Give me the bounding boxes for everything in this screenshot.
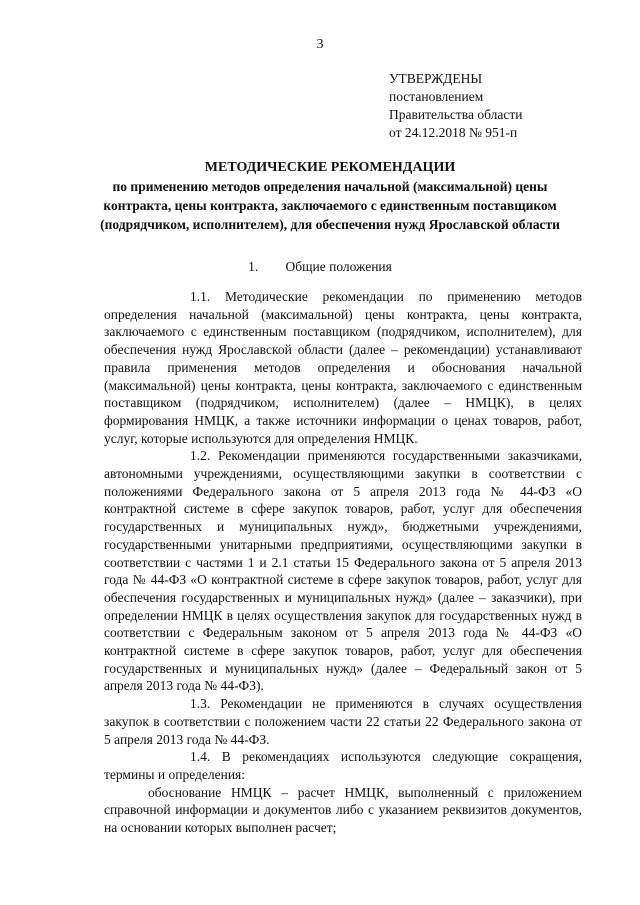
page-number: 3 (316, 37, 324, 52)
approval-block (389, 70, 522, 142)
paragraph-text: В рекомендациях используются следующие сокращения, термины и определения: (104, 749, 583, 782)
paragraph (104, 748, 582, 783)
paragraph-text: Рекомендации применяются государственными заказчиками, автономными учреждениями, осуществляющими закупки в соответствии с положениями Федерального закона от 5 апреля 2013 года № 44-ФЗ «О контрактной системе в сфере закупок товаров, работ, услуг для обеспечения государственных и муниципальных нужд», бюджетными учреждениями, государственными унитарными предприятиями, осуществляющими закупки в соответствии с частями 1 и 2.1 статьи 15 Федерального закона от 5 апреля 2013 года № 44-ФЗ «О контрактной системе в сфере закупок товаров, работ, услуг для обеспечения государственных и муниципальных нужд» (далее – заказчики), при определении НМЦК в целях осуществления закупок для государственных нужд в соответствии с Федеральным законом от 5 апреля 2013 года № 44-ФЗ «О контрактной системе в сфере закупок товаров, работ, услуг для обеспечения государственных и муниципальных нужд» (далее – Федеральный закон от 5 апреля 2013 года № 44-ФЗ). (104, 448, 583, 694)
title-main: МЕТОДИЧЕСКИЕ РЕКОМЕНДАЦИИ (204, 160, 456, 175)
approval-line: Правительства области (389, 107, 523, 122)
title-subtitle: по применению методов определения начальной (максимальной) цены контракта, цены контракта, заключаемого с единственным поставщиком (подрядчиком, исполнителем), для обеспечения нужд Ярославской области (100, 179, 560, 232)
paragraph-number: 1.1. (190, 289, 211, 304)
definition-paragraph: обоснование НМЦК – расчет НМЦК, выполненный с приложением справочной информации и документов либо с указанием реквизитов документов, на основании которых выполнен расчет; (104, 784, 582, 836)
section-heading (0, 259, 640, 275)
document-title (100, 158, 560, 234)
approval-line: постановлением (389, 89, 484, 104)
section-title: Общие положения (285, 259, 392, 274)
document-body (104, 288, 582, 837)
approval-line: УТВЕРЖДЕНЫ (389, 71, 483, 86)
paragraph (104, 288, 582, 447)
paragraph-text: Рекомендации не применяются в случаях осуществления закупок в соответствии с положением части 22 статьи 22 Федерального закона от 5 апреля 2013 года № 44-ФЗ. (104, 696, 583, 747)
paragraph-text: Методические рекомендации по применению методов определения начальной (максимальной) цены контракта, цены контракта, заключаемого с единственным поставщиком (подрядчиком, исполнителем), для обеспечения нужд Ярославской области (далее – рекомендации) устанавливают правила применения методов определения и обоснования начальной (максимальной) цены контракта, цены контракта, заключаемого с единственным поставщиком (подрядчиком, исполнителем) (далее – НМЦК), в целях формирования НМЦК, а также источники информации о ценах товаров, работ, услуг, которые используются для определения НМЦК. (104, 289, 583, 446)
section-number: 1. (248, 259, 259, 274)
paragraph-number: 1.3. (190, 696, 211, 712)
paragraph (104, 447, 582, 695)
approval-line: от 24.12.2018 № 951-п (389, 125, 518, 140)
paragraph (104, 695, 582, 748)
paragraph-number: 1.4. (190, 749, 211, 765)
paragraph-number: 1.2. (190, 448, 211, 464)
